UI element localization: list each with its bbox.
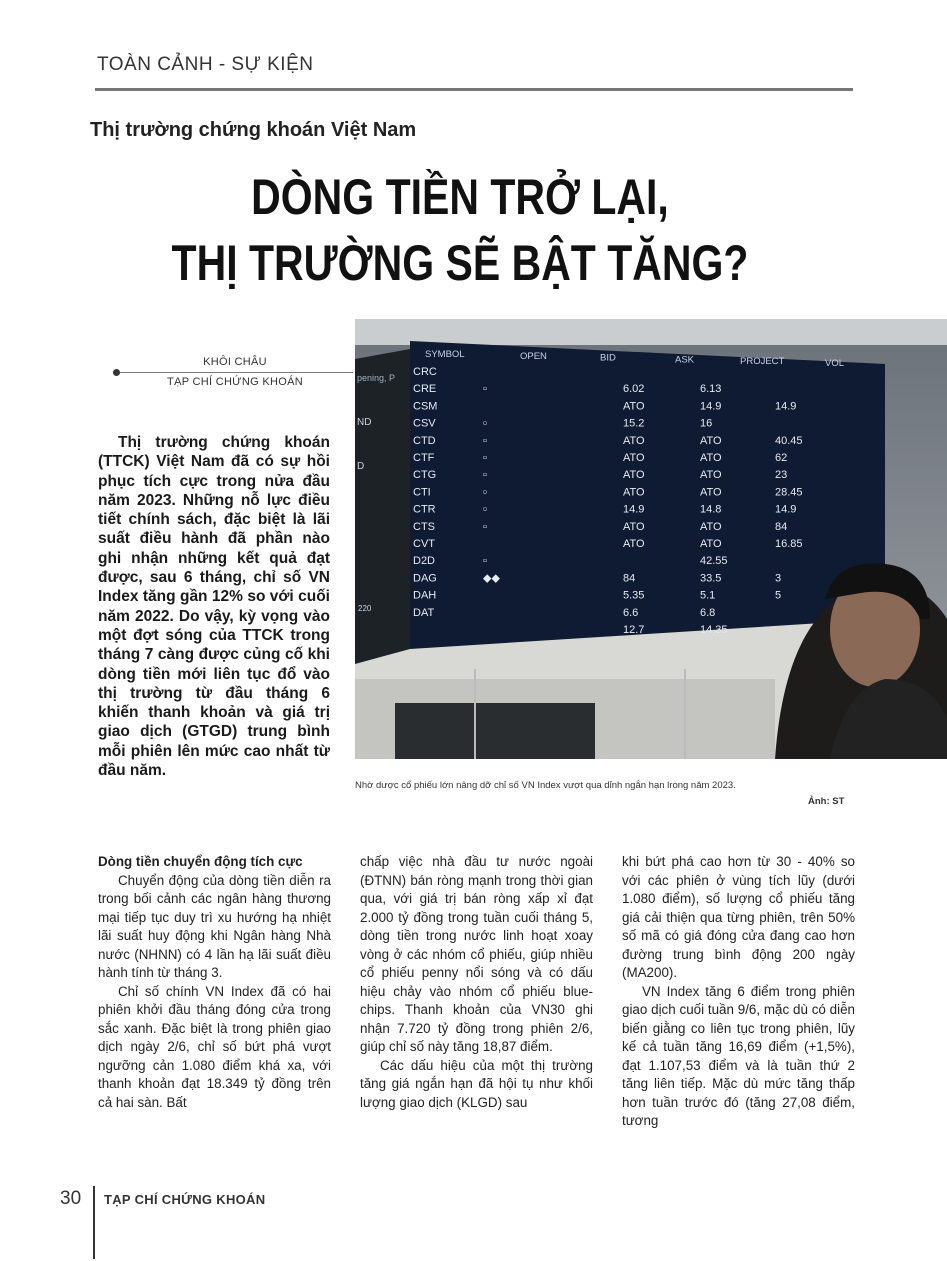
byline-rule [117,372,353,373]
article-title-line-2: THỊ TRƯỜNG SẼ BẬT TĂNG? [171,235,749,291]
byline-publication: TẠP CHÍ CHỨNG KHOÁN [167,376,303,388]
board-symbol: DAH [413,589,437,602]
board-header: OPEN [520,350,547,362]
board-project: 40.45 [775,434,803,447]
board-bid: ATO [623,400,645,413]
board-screen [410,341,885,649]
board-ask: 6.8 [700,606,716,619]
board-symbol: CSV [413,417,436,430]
body-column-1 [98,853,331,1112]
top-rule [95,88,853,91]
board-project: 62 [775,452,788,464]
lead-paragraph: Thị trường chứng khoán (TTCK) Việt Nam đã có sự hồi phục tích cực trong nửa đầu năm 2023. Những nỗ lực điều tiết chính sách, đặc biệt là lãi suất điều hành đã phần nào ghi nhận những kết quả đạt được, sau 6 tháng, chỉ số VN Index tăng gần 12% so với cuối năm 2022. Do vậy, kỳ vọng vào một đợt sóng của TTCK trong tháng 7 càng được củng cố khi dòng tiền mới liên tục đổ vào thị trường từ đầu tháng 6 khiến thanh khoản và giá trị giao dịch (GTGD) trung bình mỗi phiên lên mức cao nhất từ đầu năm. [98,434,330,780]
board-symbol: CVT [413,538,435,550]
footer-bar [93,1186,95,1259]
side-board [355,349,410,664]
board-mark: ▫ [483,417,487,430]
board-mark: ▫ [483,469,487,482]
paragraph: Chỉ số chính VN Index đã có hai phiên khởi đầu tháng đóng cửa trong sắc xanh. Đặc biệt là trong phiên giao dịch ngày 2/6, chỉ số bứt phá vượt ngưỡng cản 1.080 điểm khá xa, với thanh khoản đạt 18.349 tỷ đồng trên cả hai sàn. Bất [98,983,331,1110]
board-bid: ATO [623,538,645,550]
board-mark: ▫ [483,503,487,516]
board-bid: ATO [623,520,645,533]
board-header: SYMBOL [425,349,465,360]
board-bid: 84 [623,572,636,585]
board-bid: ATO [623,452,645,464]
subhead: Dòng tiền chuyển động tích cực [98,854,303,869]
board-mark: ◆◆ [483,572,500,585]
board-symbol: CTS [413,520,435,533]
board-header: BID [600,352,616,364]
board-ask: ATO [700,434,722,447]
board-symbol: CRE [413,383,437,396]
board-project: 5 [775,589,782,602]
article-title-line-1: DÒNG TIỀN TRỞ LẠI, [251,169,669,225]
board-ask: 14.8 [700,503,722,516]
board-symbol: D2D [413,555,436,568]
board-bid: 14.9 [623,503,645,516]
board-mark: ▫ [483,486,487,499]
board-symbol: CTI [413,486,431,499]
board-project: 14.9 [775,400,797,413]
board-symbol: CTD [413,434,436,447]
board-header: PROJECT [740,356,785,368]
board-ask: ATO [700,452,722,464]
paragraph: khi bứt phá cao hơn từ 30 - 40% so với các phiên ở vùng tích lũy (dưới 1.080 điểm), số lượng cổ phiếu tăng giá cải thiện qua từng phiên, trên 50% số mã có giá đóng cửa đang cao hơn đường trung bình động 200 ngày (MA200). [622,854,855,980]
board-bid: 6.02 [623,383,645,396]
board-ask: 33.5 [700,572,722,585]
side-board-label: D [357,461,365,472]
board-ask: ATO [700,538,722,550]
article-photo [355,319,947,759]
board-ask: ATO [700,520,722,533]
side-board-scale: 220 [358,604,372,613]
board-ask: 14.9 [700,400,722,413]
byline-author: KHÔI CHÂU [203,356,267,368]
board-ask: ATO [700,486,722,499]
board-ask: 16 [700,417,713,430]
board-bid: 6.6 [623,606,639,619]
board-symbol: CRC [413,366,437,378]
side-board-text: pening, P [357,373,396,383]
board-mark: ▫ [483,452,487,464]
paragraph: VN Index tăng 6 điểm trong phiên giao dịch cuối tuần 9/6, mặc dù có diễn biến giằng co liên tục trong phiên, lũy kế cả tuần tăng 16,69 điểm (+1,5%), đạt 1.107,53 điểm và là tuần thứ 2 tăng liên tiếp. Mặc dù mức tăng thấp hơn tuần trước đó (tăng 27,08 điểm, tương [622,983,855,1128]
board-symbol: DAT [413,606,435,619]
board-header: VOL [825,358,845,369]
board-ask: 5.1 [700,589,716,602]
board-ask: 6.13 [700,383,722,396]
board-symbol: CTF [413,452,435,464]
side-board-label: ND [357,417,372,428]
section-label: TOÀN CẢNH - SỰ KIỆN [97,54,314,75]
board-project: 16.85 [775,538,803,550]
body-column-2 [360,853,593,1112]
board-project: 28.45 [775,486,803,499]
board-bid: 12.7 [623,624,645,636]
board-mark: ▫ [483,520,487,533]
board-project: 3 [775,572,782,585]
body-column-3 [622,853,855,1131]
board-project: 14.9 [775,503,797,516]
paragraph: Các dấu hiệu của một thị trường tăng giá ngắn hạn đã hội tụ như khối lượng giao dịch (KLGD) sau [360,1057,593,1110]
board-ask: 14.35 [700,624,728,636]
byline-dot [113,369,120,376]
board-mark: ▫ [483,383,487,396]
board-symbol: CSM [413,400,438,413]
board-mark: ▫ [483,555,487,568]
board-ask: 42.55 [700,555,728,568]
board-ask: ATO [700,469,722,482]
board-mark: ▫ [483,434,487,447]
footer-magazine: TẠP CHÍ CHỨNG KHOÁN [104,1192,266,1207]
photo-caption: Nhờ dược cổ phiếu lớn nâng dỡ chỉ số VN Index vượt qua dỉnh ngắn hạn lrong năm 2023. [355,780,736,791]
paragraph: Chuyển động của dòng tiền diễn ra trong bối cảnh các ngân hàng thương mại tiếp tục duy trì xu hướng hạ nhiệt lãi suất huy động khi Ngân hàng Nhà nước (NHNN) có 4 lần hạ lãi suất điều hành tính từ tháng 3. [98,872,331,980]
page-number: 30 [60,1188,82,1209]
board-bid: 15.2 [623,417,645,430]
board-header: ASK [675,354,695,366]
board-bid: ATO [623,434,645,447]
board-bid: ATO [623,469,645,482]
board-project: 84 [775,520,788,533]
board-project: 23 [775,469,788,482]
board-symbol: DAG [413,572,437,585]
photo-credit: Ảnh: ST [808,796,845,807]
stock-board-photo [355,319,947,759]
board-bid: 5.35 [623,589,645,602]
board-symbol: CTG [413,469,437,482]
board-bid: ATO [623,486,645,499]
paragraph: chấp việc nhà đầu tư nước ngoài (ĐTNN) bán ròng mạnh trong thời gian qua, với giá trị bán ròng xấp xỉ đạt 2.000 tỷ đồng trong tuần cuối tháng 5, dòng tiền trong nước linh hoạt xoay vòng ở các nhóm cổ phiếu, giúp nhiều cổ phiếu penny nổi sóng và có dấu hiệu chảy vào nhóm cổ phiếu blue-chips. Thanh khoản của VN30 ghi nhận 7.720 tỷ đồng trong phiên 2/6, giúp chỉ số này tăng 18,87 điểm. [360,854,593,1054]
board-symbol: CTR [413,503,436,516]
article-kicker: Thị trường chứng khoán Việt Nam [90,119,417,141]
